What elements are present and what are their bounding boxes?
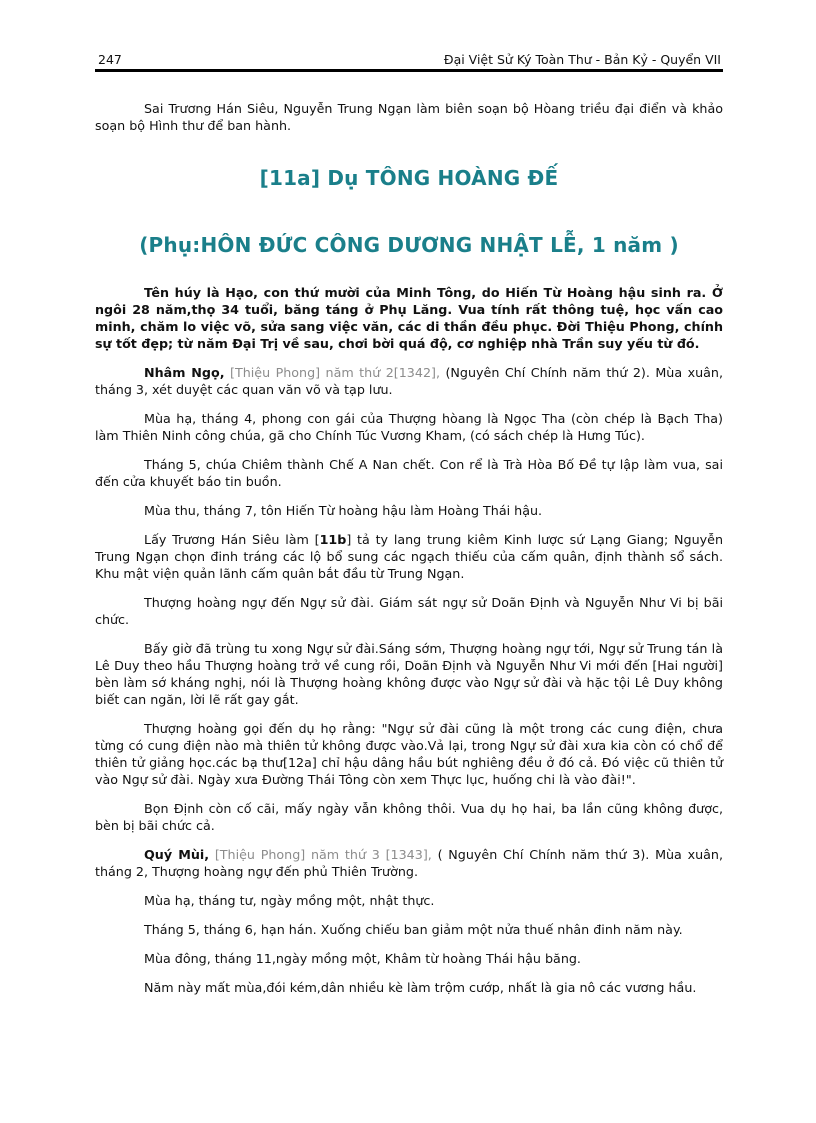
paragraph-quy-mui [95,846,723,880]
paragraph: Mùa hạ, tháng tư, ngày mồng một, nhật thực. [144,893,435,908]
page-number: 247 [98,52,122,67]
paragraph-text: ( Nguyên Chí Chính năm thứ 3). Mùa xuân, tháng 2, Thượng hoàng ngự đến phủ Thiên Trường. [95,847,723,879]
paragraph: Tháng 5, chúa Chiêm thành Chế A Nan chết. Con rể là Trà Hòa Bố Đề tự lập làm vua, sai đến cửa khuyết báo tin buồn. [95,457,723,489]
document-body [95,100,723,1008]
paragraph: Năm này mất mùa,đói kém,dân nhiều kè làm trộm cướp, nhất là gia nô các vương hầu. [144,980,697,995]
page-header [95,50,723,70]
running-title: Đại Việt Sử Ký Toàn Thư - Bản Kỷ - Quyển VII [443,52,721,67]
header-rule [95,69,723,72]
paragraph-11b [95,531,723,582]
lead-paragraph: Tên húy là Hạo, con thứ mười của Minh Tông, do Hiến Từ Hoàng hậu sinh ra. Ở ngôi 28 năm,thọ 34 tuổi, băng táng ở Phụ Lăng. Vua tính rất thông tuệ, học vấn cao minh, chăm lo việc võ, sửa sang việc văn, các di thần đều phục. Đời Thiệu Phong, chính sự tốt đẹp; từ năm Đại Trị về sau, chơi bời quá độ, cơ nghiệp nhà Trần suy yếu từ đó. [95,285,723,351]
paragraph: Thượng hoàng gọi đến dụ họ rằng: "Ngự sử đài cũng là một trong các cung điện, chưa từng có cung điện nào mà thiên tử không được vào.Vả lại, trong Ngự sử đài xưa kia còn có chổ để thiên tử giảng học.các bạ thư[12a] chỉ hậu dâng hầu bút nghiêng đều ở đó cả. Đó việc cũ thiên tử vào Ngự sử đài. Ngày xưa Đường Thái Tông còn xem Thực lục, huống chi là vào đài!". [95,721,723,787]
paragraph: Bọn Định còn cố cãi, mấy ngày vẫn không thôi. Vua dụ họ hai, ba lần cũng không được, bèn bị bãi chức cả. [95,801,723,833]
paragraph-nham-ngo [95,364,723,398]
paragraph-text: (Nguyên Chí Chính năm thứ 2). Mùa xuân, tháng 3, xét duyệt các quan văn võ và tạp lưu. [95,365,723,397]
year-label: Nhâm Ngọ, [144,365,225,380]
paragraph: Bấy giờ đã trùng tu xong Ngự sử đài.Sáng sớm, Thượng hoàng ngự tới, Ngự sử Trung tán là Lê Duy theo hầu Thượng hoàng trở về cung rồi, Doãn Định và Nguyễn Như Vi mới đến [Hai người] bèn làm sớ kháng nghị, nói là Thượng hoàng không được vào Ngự sử đài và hặc tội Lê Duy không biết can ngăn, lời lẽ rất gay gắt. [95,641,723,707]
era-note: [Thiệu Phong] năm thứ 3 [1343], [209,847,432,862]
paragraph: Tháng 5, tháng 6, hạn hán. Xuống chiếu ban giảm một nửa thuế nhân đinh năm này. [144,922,683,937]
chapter-heading: [11a] Dụ TÔNG HOÀNG ĐẾ [259,166,559,190]
paragraph: Mùa hạ, tháng 4, phong con gái của Thượng hòang là Ngọc Tha (còn chép là Bạch Tha) làm Thiên Ninh công chúa, gã cho Chính Túc Vương Kham, (có sách chép là Hưng Túc). [95,411,723,443]
chapter-subheading: (Phụ:HÔN ĐỨC CÔNG DƯƠNG NHẬT LỄ, 1 năm ) [139,233,679,257]
paragraph-text: Lấy Trương Hán Siêu làm [ [144,532,320,547]
paragraph: Mùa đông, tháng 11,ngày mồng một, Khâm từ hoàng Thái hậu băng. [144,951,581,966]
paragraph: Thượng hoàng ngự đến Ngự sử đài. Giám sát ngự sử Doãn Định và Nguyễn Như Vi bị bãi chức. [95,595,723,627]
paragraph: Mùa thu, tháng 7, tôn Hiến Từ hoàng hậu làm Hoàng Thái hậu. [144,503,543,518]
intro-paragraph: Sai Trương Hán Siêu, Nguyễn Trung Ngạn làm biên soạn bộ Hòang triều đại điển và khảo soạn bộ Hình thư để ban hành. [95,101,723,133]
page-marker: 11b [319,532,347,547]
paragraph-text: ] tả ty lang trung kiêm Kinh lược sứ Lạng Giang; Nguyễn Trung Ngạn chọn đinh tráng các lộ bổ sung các ngạch thiếu của cấm quân, định thành sổ sách. Khu mật viện quản lãnh cấm quân bắt đầu từ Trung Ngạn. [95,532,723,581]
era-note: [Thiệu Phong] năm thứ 2[1342], [224,365,440,380]
year-label: Quý Mùi, [144,847,210,862]
